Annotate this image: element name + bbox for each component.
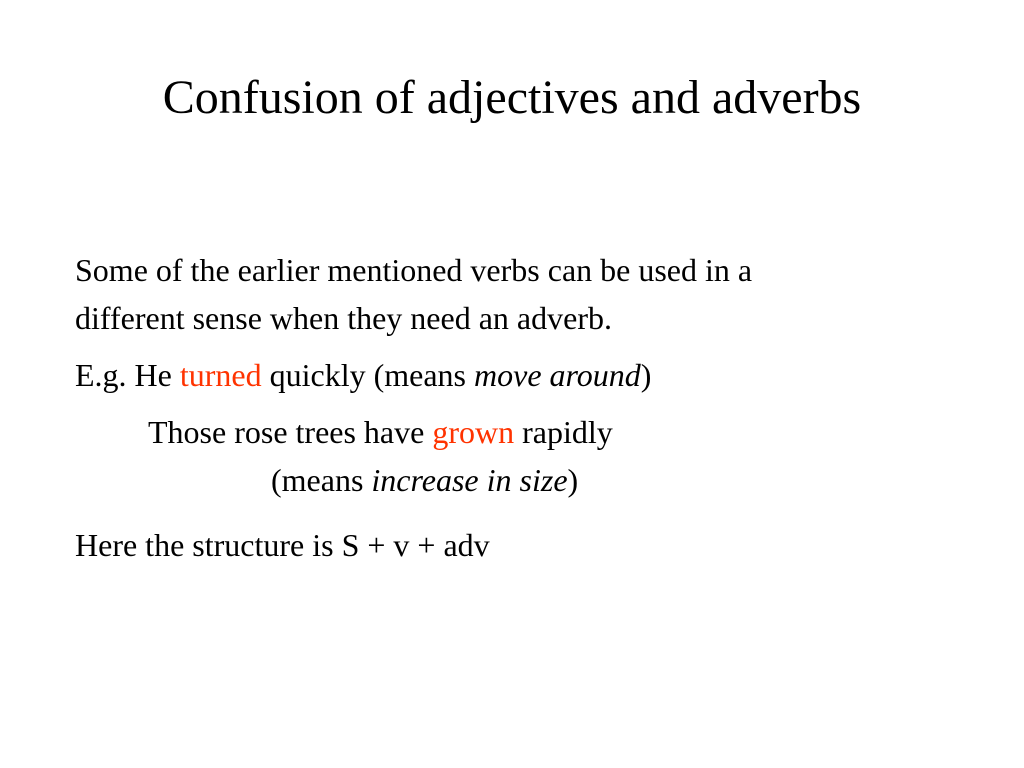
example-2-meaning-prefix: (means [271, 462, 364, 498]
intro-line-2: different sense when they need an adverb. [75, 300, 612, 336]
example-2-keyword: grown [432, 414, 515, 450]
example-1-middle: quickly (means [269, 357, 466, 393]
example-1-suffix: ) [640, 357, 652, 393]
example-2-prefix: Those rose trees have [148, 414, 425, 450]
slide-title: Confusion of adjectives and adverbs [162, 71, 862, 124]
intro-line-1: Some of the earlier mentioned verbs can be used in a [75, 252, 753, 288]
structure-line: Here the structure is S + v + adv [75, 527, 490, 563]
example-1-keyword: turned [179, 357, 262, 393]
example-2-suffix: rapidly [522, 414, 613, 450]
example-1-meaning: move around [474, 357, 641, 393]
example-2-meaning-suffix: ) [567, 462, 579, 498]
example-2-meaning [271, 460, 578, 500]
example-2-meaning-text: increase in size [371, 462, 568, 498]
example-1-prefix: E.g. He [75, 357, 172, 393]
example-1 [75, 355, 651, 395]
example-2 [148, 412, 613, 452]
